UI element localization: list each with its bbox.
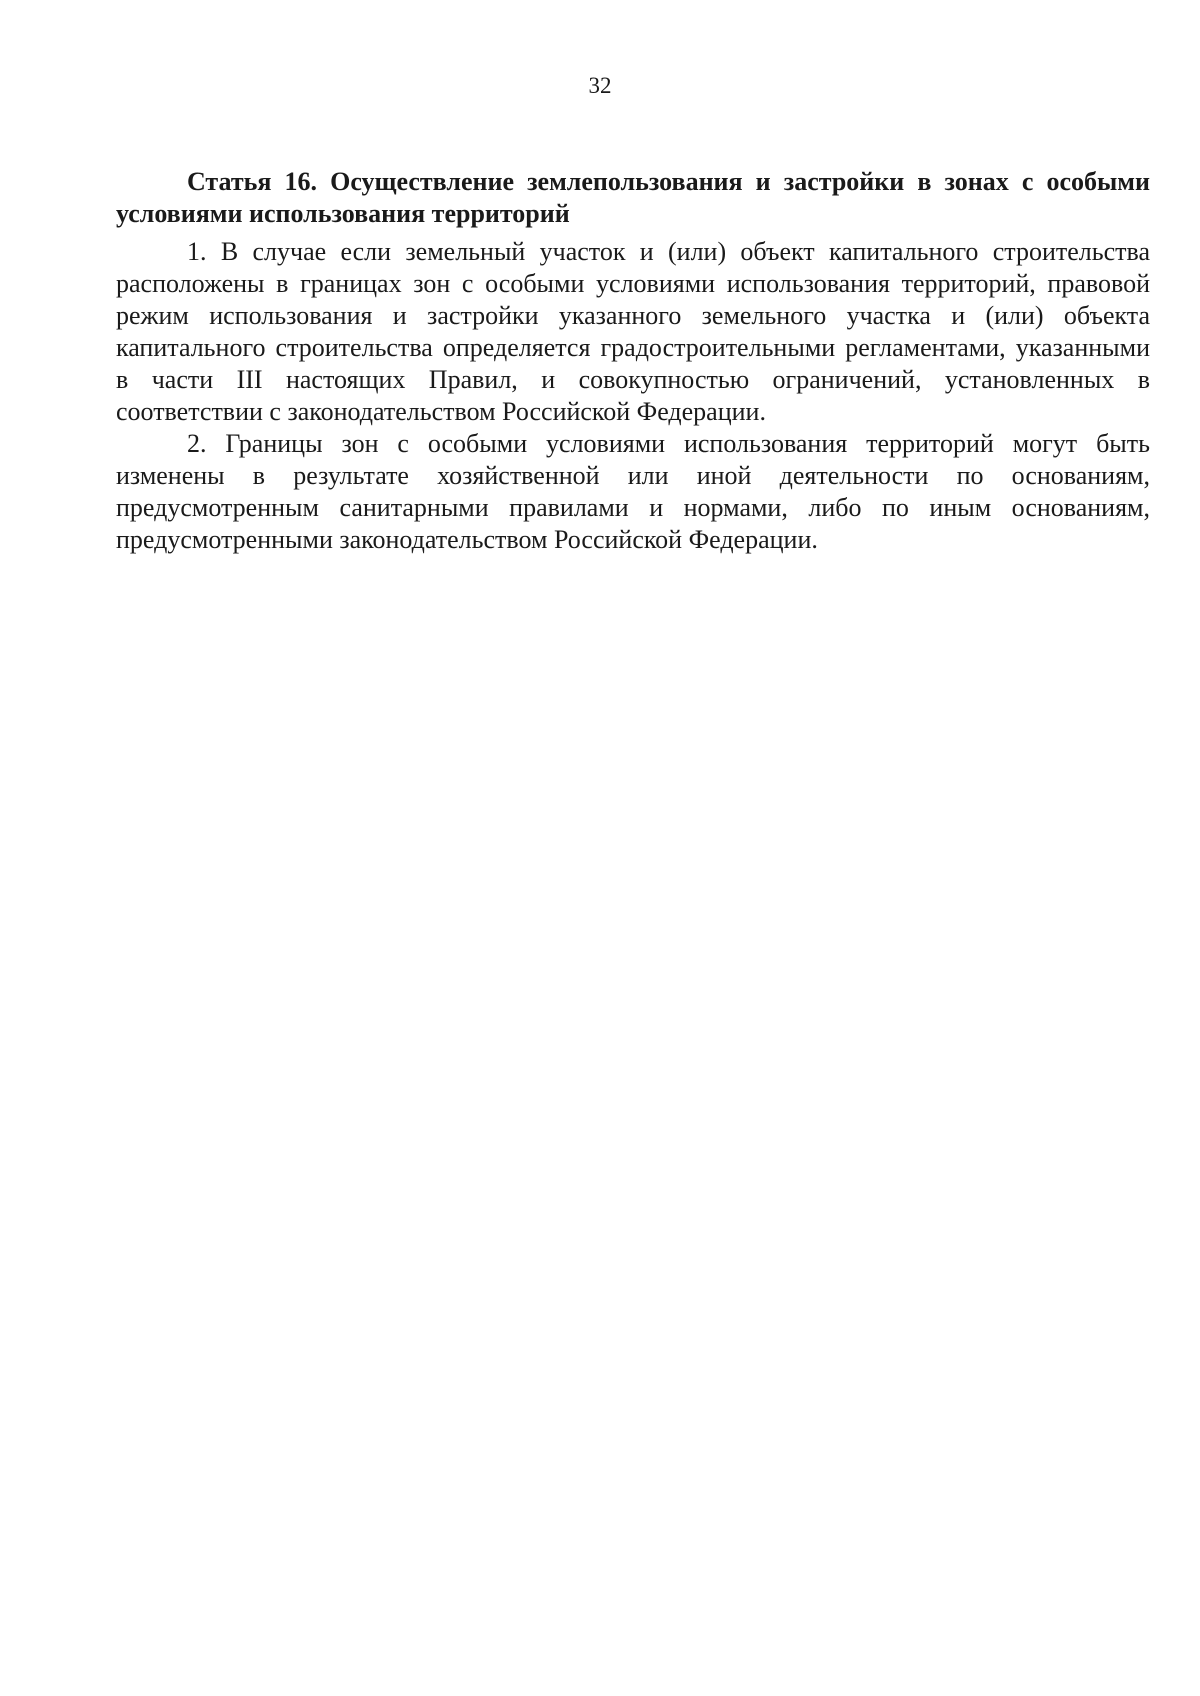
page-number: 32 [588,73,612,98]
paragraph-1: 1. В случае если земельный участок и (или) объект капитального строительства расположены в границах зон с особыми условиями использования территорий, правовой режим использования и застройки указанного земельного участка и (или) объекта капитального строительства определяется градостроительными регламентами, указанными в части III настоящих Правил, и совокупностью ограничений, установленных в соответствии с законодательством Российской Федерации. [116,237,1150,426]
paragraph-2: 2. Границы зон с особыми условиями использования территорий могут быть изменены в результате хозяйственной или иной деятельности по основаниям, предусмотренным санитарными правилами и нормами, либо по иным основаниям, предусмотренными законодательством Российской Федерации. [116,429,1150,554]
article-body [116,166,1150,556]
article-heading: Статья 16. Осуществление землепользования и застройки в зонах с особыми условиями использования территорий [116,167,1150,228]
